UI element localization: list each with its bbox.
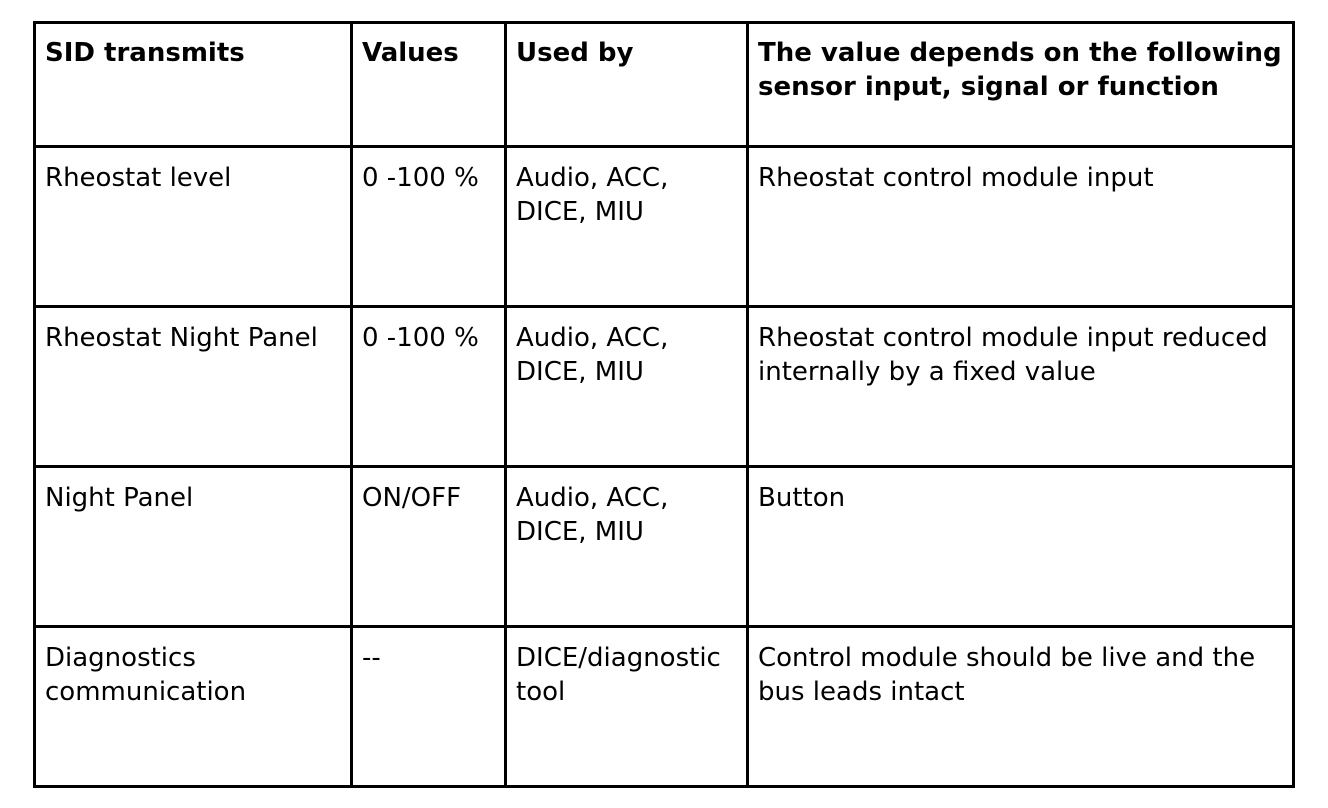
header-values: Values xyxy=(352,23,506,147)
table-row xyxy=(35,627,1294,787)
header-row xyxy=(35,23,1294,147)
header-used-by: Used by xyxy=(506,23,748,147)
cell-sid-transmits: Night Panel xyxy=(35,467,352,627)
cell-values: ON/OFF xyxy=(352,467,506,627)
cell-sid-transmits: Rheostat level xyxy=(35,147,352,307)
header-sid-transmits: SID transmits xyxy=(35,23,352,147)
table-row xyxy=(35,147,1294,307)
cell-used-by: Audio, ACC, DICE, MIU xyxy=(506,467,748,627)
cell-depends-on: Control module should be live and the bus leads intact xyxy=(748,627,1294,787)
table-row xyxy=(35,467,1294,627)
cell-used-by: Audio, ACC, DICE, MIU xyxy=(506,147,748,307)
cell-used-by: DICE/diagnostic tool xyxy=(506,627,748,787)
cell-sid-transmits: Diagnostics communication xyxy=(35,627,352,787)
cell-values: 0 -100 % xyxy=(352,147,506,307)
sid-transmits-table xyxy=(33,21,1295,788)
cell-depends-on: Rheostat control module input reduced internally by a fixed value xyxy=(748,307,1294,467)
table-row xyxy=(35,307,1294,467)
table-header xyxy=(35,23,1294,147)
header-value-depends-on: The value depends on the following sensor input, signal or function xyxy=(748,23,1294,147)
cell-values: -- xyxy=(352,627,506,787)
table-body xyxy=(35,147,1294,787)
cell-depends-on: Rheostat control module input xyxy=(748,147,1294,307)
cell-values: 0 -100 % xyxy=(352,307,506,467)
cell-used-by: Audio, ACC, DICE, MIU xyxy=(506,307,748,467)
cell-depends-on: Button xyxy=(748,467,1294,627)
cell-sid-transmits: Rheostat Night Panel xyxy=(35,307,352,467)
